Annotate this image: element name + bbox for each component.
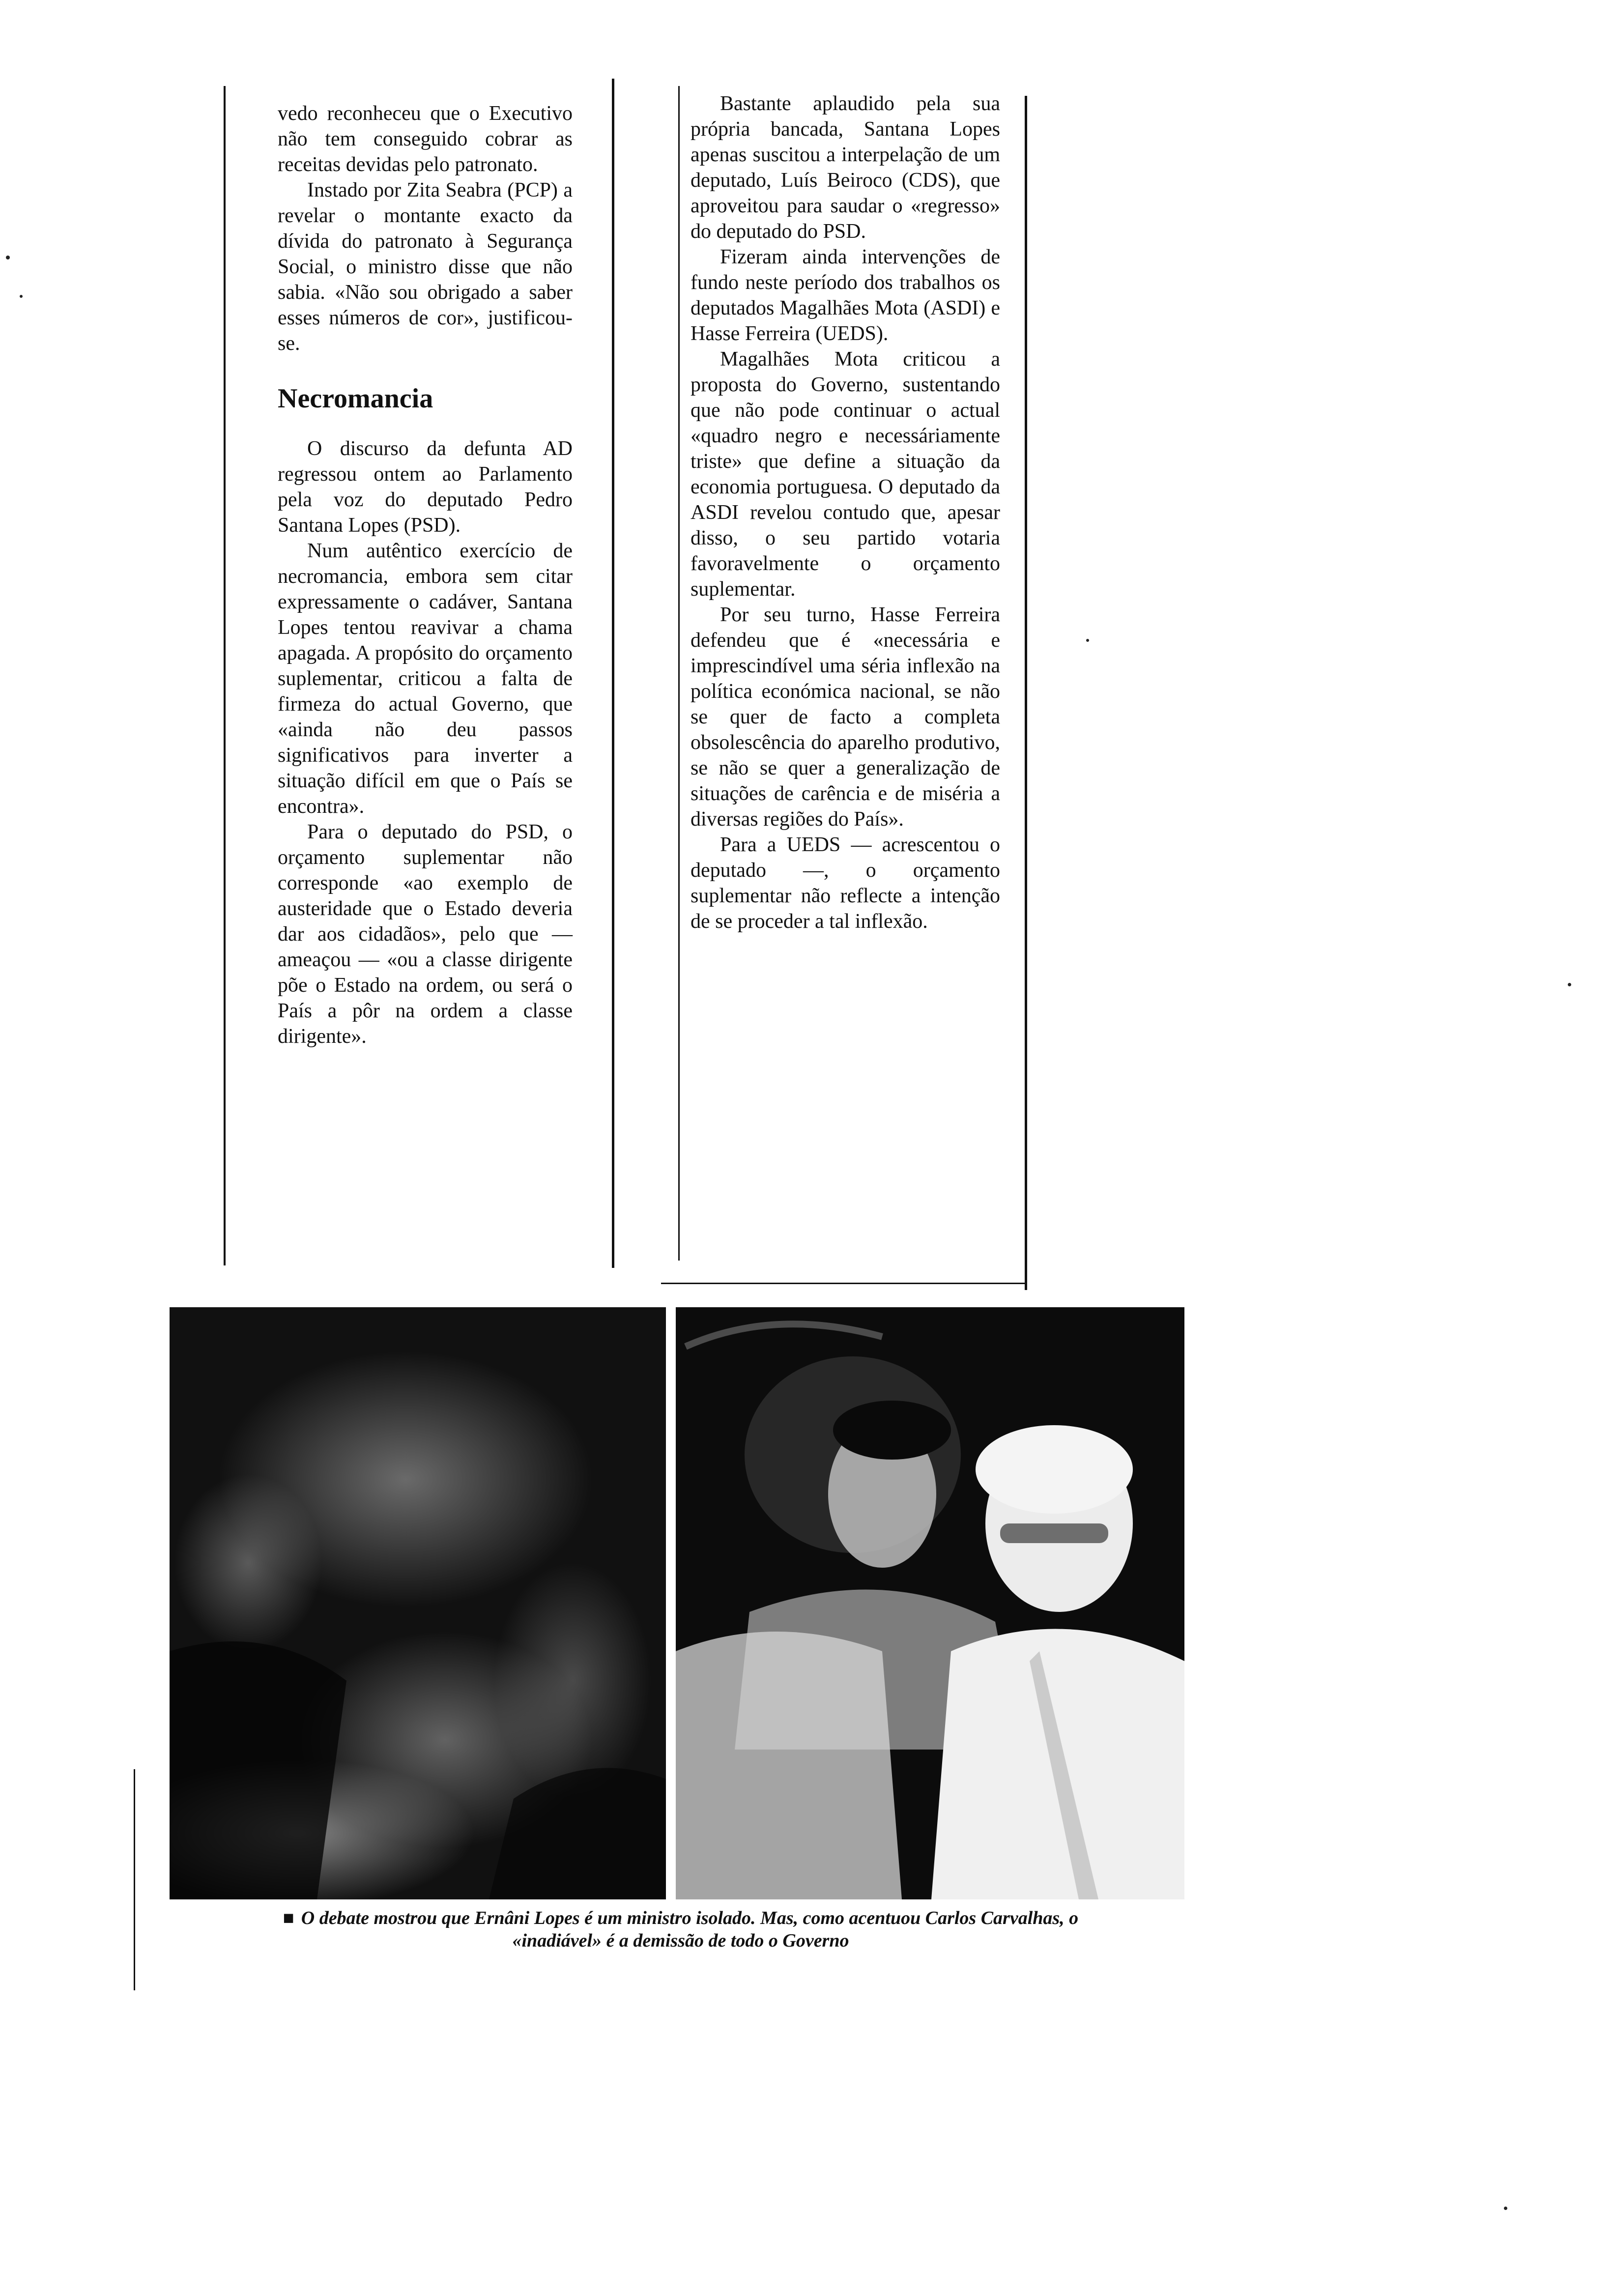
photo-right-image (676, 1307, 1184, 1899)
column-rule-center-1 (612, 79, 614, 1268)
paragraph: Fizeram ainda intervenções de fundo neste período dos trabalhos os deputados Magalhães Mota (ASDI) e Hasse Ferreira (UEDS). (691, 246, 1000, 345)
scan-speck (1568, 983, 1571, 986)
paragraph: O discurso da defunta AD regressou ontem ao Parlamento pela voz do deputado Pedro Santana Lopes (PSD). (278, 437, 573, 537)
photo-right (676, 1307, 1184, 1899)
photo-left-image (170, 1307, 666, 1899)
paragraph: Bastante aplaudido pela sua própria bancada, Santana Lopes apenas suscitou a interpelação de um deputado, Luís Beiroco (CDS), que aproveitou para saudar o «regresso» do deputado do PSD. (691, 92, 1000, 243)
paragraph: Para a UEDS — acrescentou o deputado —, o orçamento suplementar não reflecte a intenção de se proceder a tal inflexão. (691, 833, 1000, 933)
paragraph: Magalhães Mota criticou a proposta do Governo, sustentando que não pode continuar o actual «quadro negro e necessáriamente triste» que define a situação da economia portuguesa. O deputado da ASDI revelou contudo que, apesar disso, o seu partido votaria favoravelmente o orçamento suplementar. (691, 348, 1000, 601)
photo-caption (170, 1907, 1192, 1952)
column-rule-right (1025, 96, 1027, 1290)
column-rule-left (224, 86, 226, 1265)
article-column-left (278, 101, 573, 1049)
caption-line-2: «inadiável» é a demissão de todo o Governo (512, 1930, 849, 1951)
column-rule-center-2 (678, 86, 680, 1261)
column-rule-bottom (661, 1283, 1027, 1284)
page-margin-rule (134, 1769, 135, 1990)
paragraph: Num autêntico exercício de necromancia, embora sem citar expressamente o cadáver, Santana Lopes tentou reavivar a chama apagada. A propósito do orçamento suplementar, criticou a falta de firmeza do actual Governo, que «ainda não deu passos significativos para inverter a situação difícil em que o País se encontra». (278, 540, 573, 818)
section-heading: Necromancia (278, 383, 433, 414)
caption-text-1: O debate mostrou que Ernâni Lopes é um ministro isolado. Mas, como acentuou Carlos Carvalhas, o (301, 1908, 1079, 1928)
caption-line-1 (170, 1907, 1192, 1929)
scan-speck (1086, 639, 1089, 642)
photo-left (170, 1307, 666, 1899)
scan-speck (1504, 2207, 1507, 2210)
paragraph: Instado por Zita Seabra (PCP) a revelar o montante exacto da dívida do patronato à Segurança Social, o ministro disse que não sabia. «Não sou obrigado a saber esses números de cor», justificou-se. (278, 179, 573, 355)
scan-speck (6, 256, 10, 259)
paragraph: vedo reconheceu que o Executivo não tem conseguido cobrar as receitas devidas pelo patronato. (278, 102, 573, 176)
paragraph: Por seu turno, Hasse Ferreira defendeu que é «necessária e imprescindível uma séria inflexão na política económica nacional, se não se quer de facto a completa obsolescência do aparelho produtivo, se não se quer a generalização de situações de carência e de miséria a diversas regiões do País». (691, 603, 1000, 831)
paragraph: Para o deputado do PSD, o orçamento suplementar não corresponde «ao exemplo de austeridade que o Estado deveria dar aos cidadãos», pelo que — ameaçou — «ou a classe dirigente põe o Estado na ordem, ou será o País a pôr na ordem a classe dirigente». (278, 821, 573, 1048)
article-column-right (691, 91, 1000, 934)
scan-speck (20, 295, 23, 298)
caption-bullet-icon: ■ (283, 1908, 294, 1928)
